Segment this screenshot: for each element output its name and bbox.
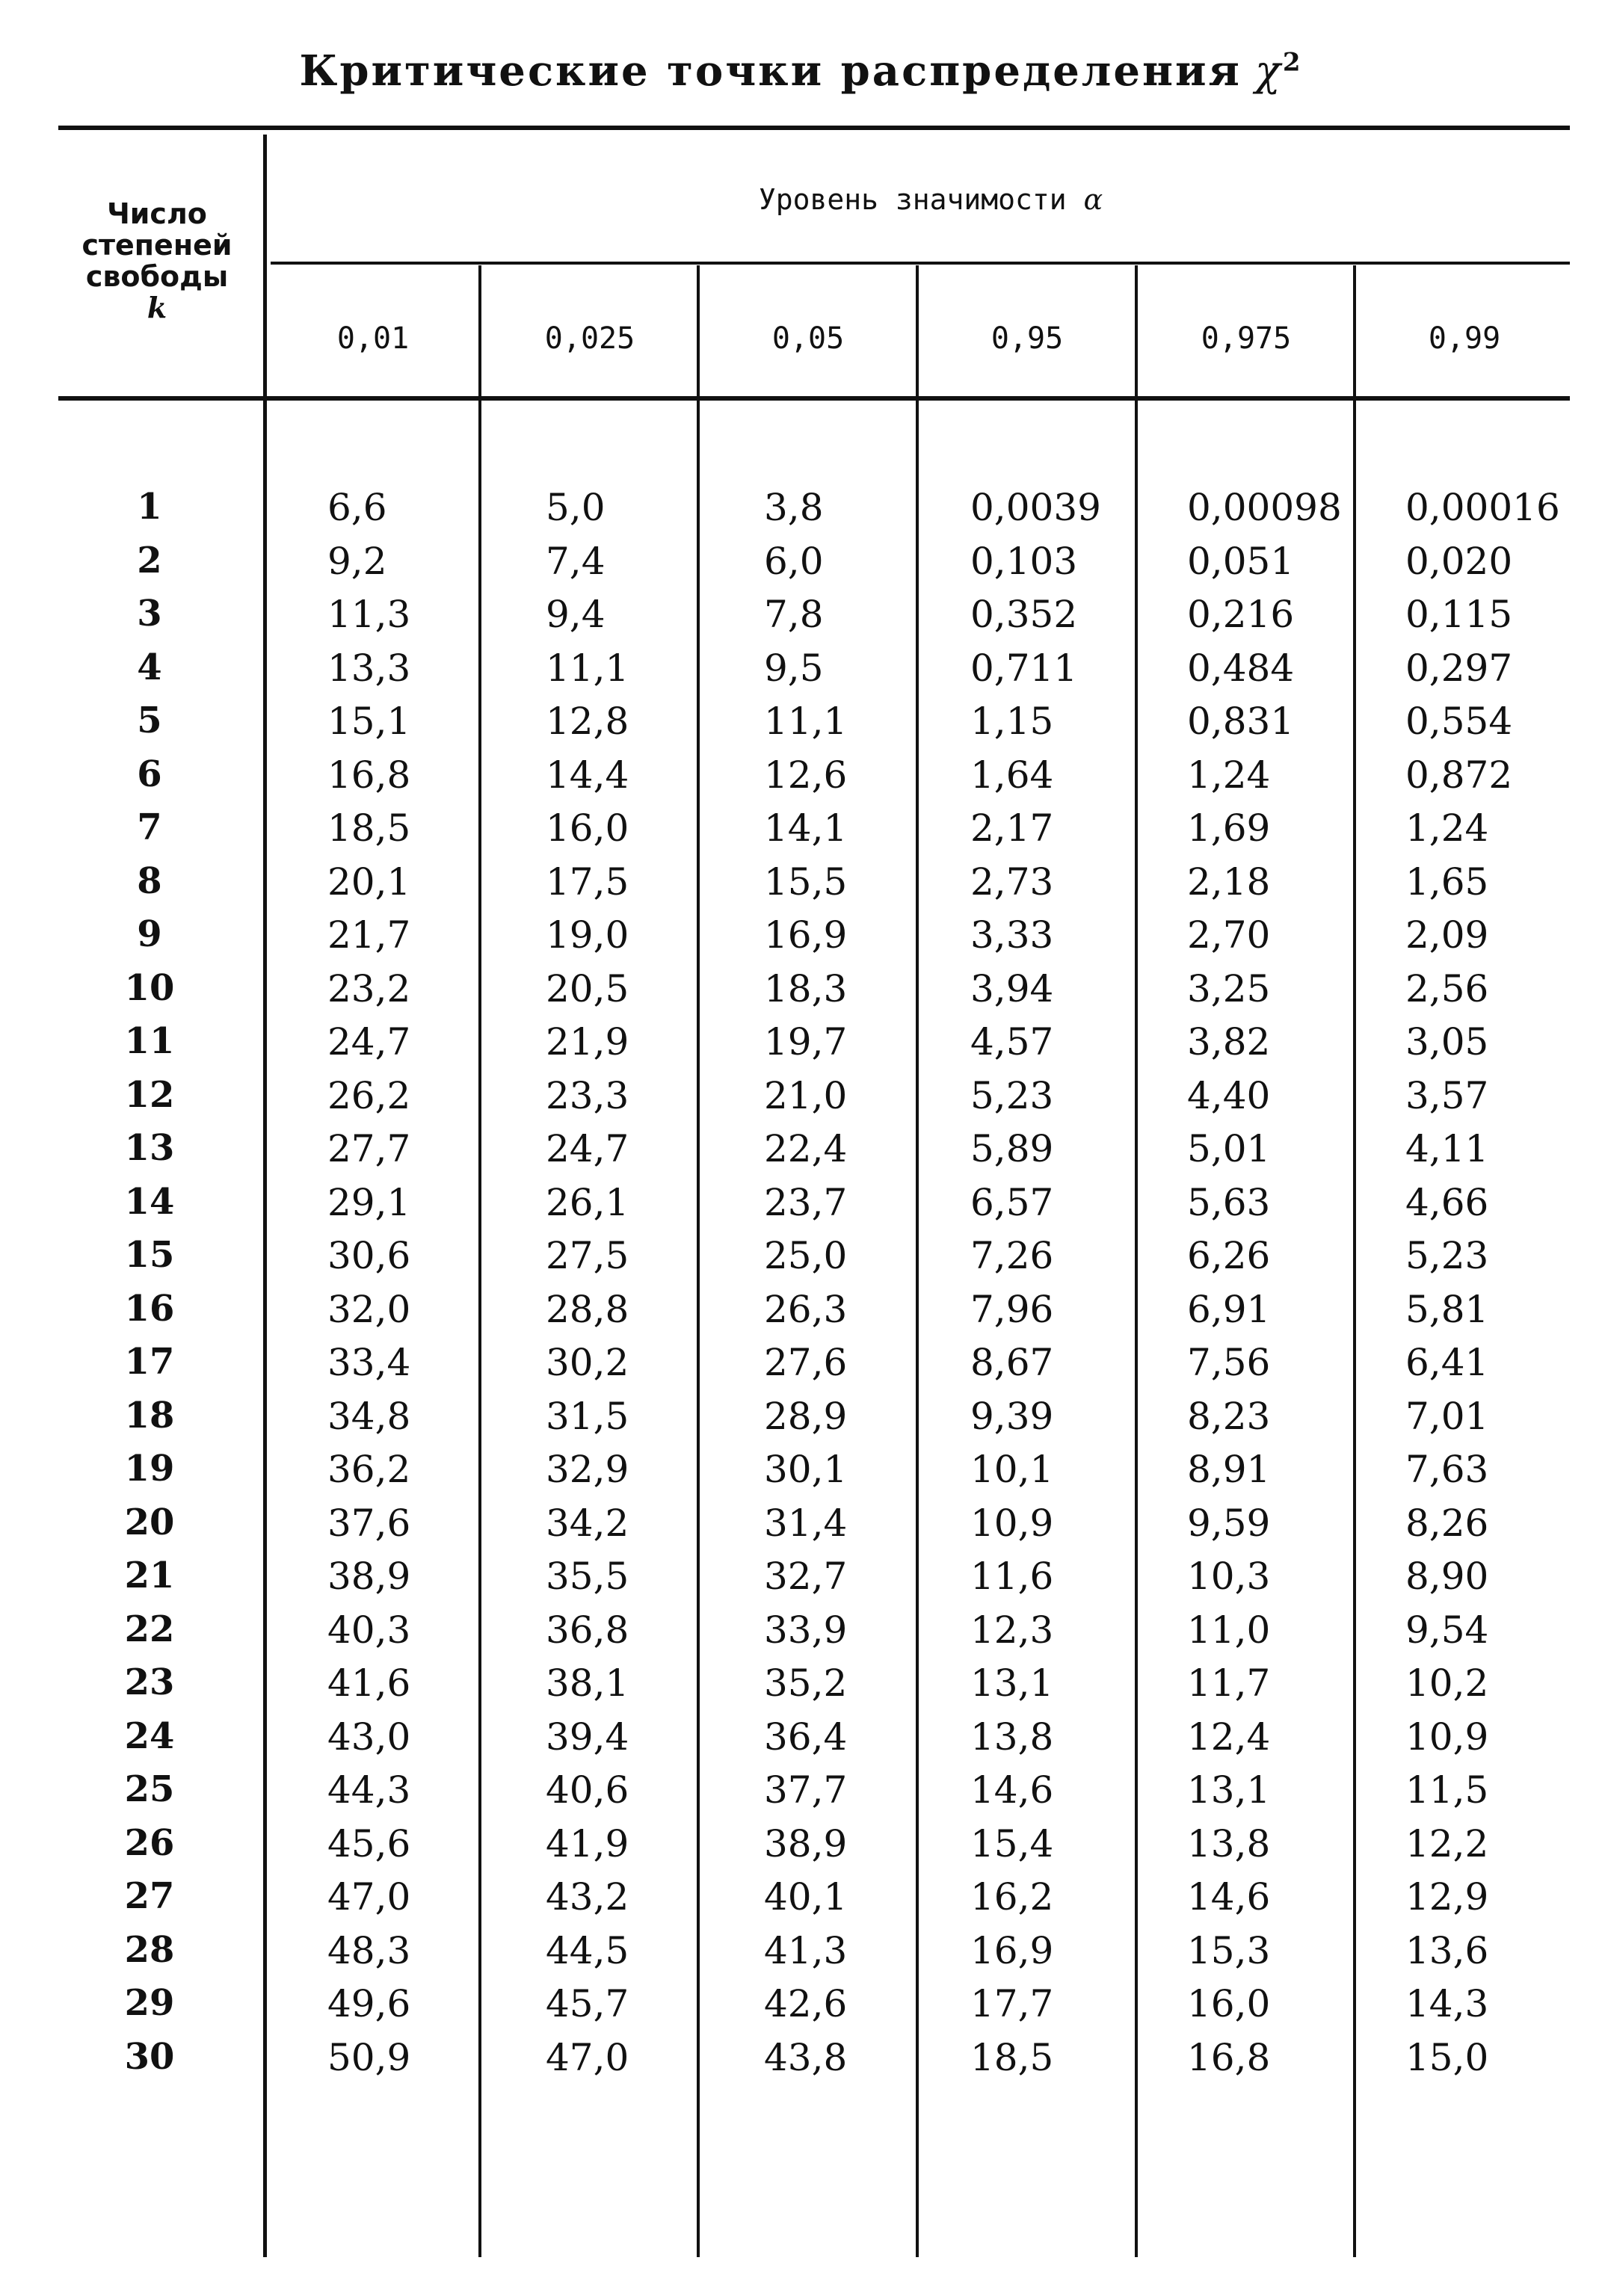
critical-value-cell: 38,9: [327, 1555, 411, 1598]
critical-value-cell: 0,711: [970, 646, 1078, 690]
critical-value-cell: 2,17: [970, 806, 1054, 850]
chi-superscript: 2: [1282, 47, 1303, 78]
critical-value-cell: 22,4: [764, 1127, 848, 1170]
critical-value-cell: 6,26: [1187, 1234, 1271, 1277]
chi-symbol: χ: [1254, 47, 1283, 96]
critical-value-cell: 14,3: [1405, 1982, 1489, 2025]
critical-value-cell: 36,4: [764, 1715, 848, 1759]
critical-value-cell: 8,91: [1187, 1448, 1271, 1491]
critical-value-cell: 4,66: [1405, 1180, 1489, 1224]
critical-value-cell: 5,89: [970, 1127, 1054, 1170]
table-row: [0, 967, 1602, 1020]
critical-value-cell: 40,6: [546, 1768, 629, 1812]
critical-value-cell: 11,1: [764, 700, 848, 743]
critical-value-cell: 3,57: [1405, 1073, 1489, 1117]
critical-value-cell: 28,8: [546, 1287, 629, 1331]
table-row: [0, 700, 1602, 753]
critical-value-cell: 1,65: [1405, 860, 1489, 904]
critical-value-cell: 42,6: [764, 1982, 848, 2025]
table-row: [0, 1608, 1602, 1661]
table-row: [0, 1502, 1602, 1555]
critical-value-cell: 4,40: [1187, 1073, 1271, 1117]
degrees-of-freedom-cell: 10: [124, 966, 175, 1009]
alpha-symbol: α: [1083, 183, 1103, 216]
critical-value-cell: 21,0: [764, 1073, 848, 1117]
critical-value-cell: 7,4: [546, 539, 606, 583]
critical-value-cell: 11,0: [1187, 1608, 1271, 1652]
critical-value-cell: 7,8: [764, 593, 824, 636]
critical-value-cell: 2,70: [1187, 913, 1271, 957]
critical-value-cell: 27,6: [764, 1341, 848, 1384]
critical-value-cell: 30,1: [764, 1448, 848, 1491]
degrees-of-freedom-cell: 26: [124, 1821, 175, 1864]
critical-value-cell: 23,2: [327, 966, 411, 1010]
critical-value-cell: 38,1: [546, 1661, 629, 1705]
critical-value-cell: 0,554: [1405, 700, 1513, 743]
critical-value-cell: 10,3: [1187, 1555, 1271, 1598]
table-row: [0, 1875, 1602, 1928]
critical-value-cell: 17,7: [970, 1982, 1054, 2025]
critical-value-cell: 31,5: [546, 1394, 629, 1438]
critical-value-cell: 2,18: [1187, 860, 1271, 904]
alpha-level-header: 0,025: [544, 321, 635, 356]
critical-value-cell: 49,6: [327, 1982, 411, 2025]
degrees-of-freedom-cell: 14: [124, 1180, 175, 1223]
critical-value-cell: 3,94: [970, 966, 1054, 1010]
degrees-of-freedom-cell: 3: [137, 593, 162, 635]
critical-value-cell: 18,5: [970, 2035, 1054, 2079]
degrees-of-freedom-cell: 29: [124, 1982, 175, 2024]
critical-value-cell: 27,5: [546, 1234, 629, 1277]
critical-value-cell: 5,23: [1405, 1234, 1489, 1277]
critical-value-cell: 47,0: [546, 2035, 629, 2079]
degrees-of-freedom-cell: 30: [124, 2035, 175, 2078]
critical-value-cell: 9,5: [764, 646, 824, 690]
critical-value-cell: 8,23: [1187, 1394, 1271, 1438]
critical-value-cell: 38,9: [764, 1821, 848, 1866]
table-top-rule: [58, 126, 1570, 130]
critical-value-cell: 16,9: [970, 1928, 1054, 1972]
critical-value-cell: 35,2: [764, 1661, 848, 1705]
critical-value-cell: 5,81: [1405, 1287, 1489, 1331]
critical-value-cell: 23,7: [764, 1180, 848, 1224]
alpha-level-header: 0,95: [991, 321, 1064, 356]
table-row: [0, 860, 1602, 913]
critical-value-cell: 25,0: [764, 1234, 848, 1277]
critical-value-cell: 12,8: [546, 700, 629, 743]
critical-value-cell: 5,23: [970, 1073, 1054, 1117]
table-row: [0, 540, 1602, 593]
critical-value-cell: 13,8: [970, 1715, 1054, 1759]
critical-value-cell: 6,6: [327, 486, 387, 529]
critical-value-cell: 12,3: [970, 1608, 1054, 1652]
table-row: [0, 1395, 1602, 1448]
critical-value-cell: 31,4: [764, 1501, 848, 1545]
critical-value-cell: 13,1: [970, 1661, 1054, 1705]
critical-value-cell: 11,7: [1187, 1661, 1271, 1705]
critical-value-cell: 13,3: [327, 646, 411, 690]
critical-value-cell: 21,7: [327, 913, 411, 957]
critical-value-cell: 33,9: [764, 1608, 848, 1652]
critical-value-cell: 9,59: [1187, 1501, 1271, 1545]
table-row: [0, 1074, 1602, 1127]
critical-value-cell: 6,41: [1405, 1341, 1489, 1384]
critical-value-cell: 16,8: [1187, 2035, 1271, 2079]
alpha-header-rule: [271, 262, 1570, 265]
degrees-of-freedom-cell: 2: [137, 539, 162, 581]
alpha-level-header: 0,01: [336, 321, 410, 356]
critical-value-cell: 26,1: [546, 1180, 629, 1224]
table-row: [0, 646, 1602, 700]
k-header-line: Число: [107, 197, 207, 230]
alpha-level-header: 0,975: [1201, 321, 1292, 356]
critical-value-cell: 16,0: [1187, 1982, 1271, 2025]
critical-value-cell: 9,4: [546, 593, 606, 636]
critical-value-cell: 0,831: [1187, 700, 1295, 743]
critical-value-cell: 5,0: [546, 486, 606, 529]
degrees-of-freedom-cell: 16: [124, 1287, 175, 1330]
degrees-of-freedom-cell: 11: [124, 1020, 175, 1062]
alpha-level-header: 0,05: [771, 321, 845, 356]
critical-value-cell: 20,5: [546, 966, 629, 1010]
table-row: [0, 1768, 1602, 1821]
critical-value-cell: 0,216: [1187, 593, 1295, 636]
critical-value-cell: 0,484: [1187, 646, 1295, 690]
critical-value-cell: 5,63: [1187, 1180, 1271, 1224]
k-header-line: степеней: [81, 229, 232, 262]
critical-value-cell: 9,54: [1405, 1608, 1489, 1652]
critical-value-cell: 14,6: [1187, 1875, 1271, 1919]
critical-value-cell: 4,57: [970, 1020, 1054, 1064]
critical-value-cell: 14,6: [970, 1768, 1054, 1812]
critical-value-cell: 8,90: [1405, 1555, 1489, 1598]
table-row: [0, 1555, 1602, 1608]
critical-value-cell: 7,63: [1405, 1448, 1489, 1491]
critical-value-cell: 3,82: [1187, 1020, 1271, 1064]
critical-value-cell: 10,2: [1405, 1661, 1489, 1705]
critical-value-cell: 7,56: [1187, 1341, 1271, 1384]
critical-value-cell: 6,57: [970, 1180, 1054, 1224]
critical-value-cell: 0,103: [970, 539, 1078, 583]
page-title: [0, 46, 1602, 96]
critical-value-cell: 15,0: [1405, 2035, 1489, 2079]
critical-value-cell: 47,0: [327, 1875, 411, 1919]
critical-value-cell: 0,020: [1405, 539, 1513, 583]
critical-value-cell: 0,051: [1187, 539, 1295, 583]
critical-value-cell: 29,1: [327, 1180, 411, 1224]
table-row: [0, 1288, 1602, 1341]
degrees-of-freedom-cell: 27: [124, 1875, 175, 1917]
critical-value-cell: 10,9: [1405, 1715, 1489, 1759]
critical-value-cell: 28,9: [764, 1394, 848, 1438]
critical-value-cell: 33,4: [327, 1341, 411, 1384]
table-row: [0, 593, 1602, 646]
critical-value-cell: 34,8: [327, 1394, 411, 1438]
critical-value-cell: 8,26: [1405, 1501, 1489, 1545]
critical-value-cell: 1,24: [1405, 806, 1489, 850]
critical-value-cell: 3,05: [1405, 1020, 1489, 1064]
critical-value-cell: 19,7: [764, 1020, 848, 1064]
critical-value-cell: 13,6: [1405, 1928, 1489, 1972]
critical-value-cell: 3,25: [1187, 966, 1271, 1010]
degrees-of-freedom-cell: 12: [124, 1073, 175, 1116]
degrees-of-freedom-cell: 23: [124, 1661, 175, 1703]
critical-value-cell: 41,3: [764, 1928, 848, 1972]
critical-value-cell: 16,2: [970, 1875, 1054, 1919]
degrees-of-freedom-cell: 24: [124, 1715, 175, 1757]
critical-value-cell: 44,5: [546, 1928, 629, 1972]
critical-value-cell: 41,6: [327, 1661, 411, 1705]
critical-value-cell: 34,2: [546, 1501, 629, 1545]
critical-value-cell: 39,4: [546, 1715, 629, 1759]
table-row: [0, 1234, 1602, 1287]
critical-value-cell: 12,4: [1187, 1715, 1271, 1759]
critical-value-cell: 0,0039: [970, 486, 1101, 529]
critical-value-cell: 32,0: [327, 1287, 411, 1331]
critical-value-cell: 7,26: [970, 1234, 1054, 1277]
critical-value-cell: 18,5: [327, 806, 411, 850]
critical-value-cell: 1,24: [1187, 753, 1271, 797]
critical-value-cell: 17,5: [546, 860, 629, 904]
critical-value-cell: 8,67: [970, 1341, 1054, 1384]
table-row: [0, 1341, 1602, 1394]
degrees-of-freedom-cell: 19: [124, 1448, 175, 1490]
critical-value-cell: 1,69: [1187, 806, 1271, 850]
degrees-of-freedom-cell: 13: [124, 1127, 175, 1169]
table-row: [0, 1929, 1602, 1982]
critical-value-cell: 18,3: [764, 966, 848, 1010]
critical-value-cell: 40,3: [327, 1608, 411, 1652]
degrees-of-freedom-cell: 20: [124, 1501, 175, 1543]
table-row: [0, 1982, 1602, 2035]
critical-value-cell: 4,11: [1405, 1127, 1489, 1170]
critical-value-cell: 12,9: [1405, 1875, 1489, 1919]
degrees-of-freedom-cell: 18: [124, 1394, 175, 1436]
critical-value-cell: 15,5: [764, 860, 848, 904]
critical-value-cell: 15,1: [327, 700, 411, 743]
table-row: [0, 913, 1602, 966]
critical-value-cell: 30,2: [546, 1341, 629, 1384]
critical-value-cell: 36,2: [327, 1448, 411, 1491]
table-row: [0, 1715, 1602, 1768]
critical-value-cell: 37,7: [764, 1768, 848, 1812]
degrees-of-freedom-cell: 5: [137, 700, 162, 741]
critical-value-cell: 26,3: [764, 1287, 848, 1331]
critical-value-cell: 6,0: [764, 539, 824, 583]
critical-value-cell: 11,6: [970, 1555, 1054, 1598]
critical-value-cell: 23,3: [546, 1073, 629, 1117]
critical-value-cell: 11,5: [1405, 1768, 1489, 1812]
critical-value-cell: 43,2: [546, 1875, 629, 1919]
critical-value-cell: 13,8: [1187, 1821, 1271, 1866]
degrees-of-freedom-cell: 28: [124, 1928, 175, 1971]
critical-value-cell: 0,115: [1405, 593, 1513, 636]
critical-value-cell: 0,297: [1405, 646, 1513, 690]
degrees-of-freedom-cell: 15: [124, 1234, 175, 1276]
k-column-header: [45, 198, 269, 324]
degrees-of-freedom-cell: 7: [137, 806, 162, 848]
degrees-of-freedom-cell: 21: [124, 1555, 175, 1596]
critical-value-cell: 40,1: [764, 1875, 848, 1919]
critical-value-cell: 14,1: [764, 806, 848, 850]
critical-value-cell: 1,64: [970, 753, 1054, 797]
degrees-of-freedom-cell: 25: [124, 1768, 175, 1810]
title-text: Критические точки распределения: [299, 46, 1242, 96]
critical-value-cell: 41,9: [546, 1821, 629, 1866]
critical-value-cell: 24,7: [327, 1020, 411, 1064]
critical-value-cell: 11,3: [327, 593, 411, 636]
critical-value-cell: 43,8: [764, 2035, 848, 2079]
table-row: [0, 1127, 1602, 1180]
critical-value-cell: 35,5: [546, 1555, 629, 1598]
degrees-of-freedom-cell: 8: [137, 860, 162, 902]
critical-value-cell: 10,9: [970, 1501, 1054, 1545]
degrees-of-freedom-cell: 4: [137, 646, 162, 688]
critical-value-cell: 50,9: [327, 2035, 411, 2079]
critical-value-cell: 45,7: [546, 1982, 629, 2025]
critical-value-cell: 5,01: [1187, 1127, 1271, 1170]
degrees-of-freedom-cell: 9: [137, 913, 162, 955]
critical-value-cell: 30,6: [327, 1234, 411, 1277]
critical-value-cell: 43,0: [327, 1715, 411, 1759]
critical-value-cell: 19,0: [546, 913, 629, 957]
critical-value-cell: 21,9: [546, 1020, 629, 1064]
critical-value-cell: 0,352: [970, 593, 1078, 636]
critical-value-cell: 16,0: [546, 806, 629, 850]
degrees-of-freedom-cell: 22: [124, 1608, 175, 1650]
critical-value-cell: 3,8: [764, 486, 824, 529]
alpha-label: Уровень значимости: [758, 183, 1067, 216]
critical-value-cell: 7,96: [970, 1287, 1054, 1331]
critical-value-cell: 48,3: [327, 1928, 411, 1972]
critical-value-cell: 0,00016: [1405, 486, 1560, 529]
table-row: [0, 1448, 1602, 1501]
critical-value-cell: 16,8: [327, 753, 411, 797]
k-symbol: k: [147, 291, 167, 324]
critical-value-cell: 9,2: [327, 539, 387, 583]
critical-value-cell: 2,73: [970, 860, 1054, 904]
critical-value-cell: 12,6: [764, 753, 848, 797]
critical-value-cell: 0,872: [1405, 753, 1513, 797]
degrees-of-freedom-cell: 1: [137, 486, 162, 528]
critical-value-cell: 37,6: [327, 1501, 411, 1545]
critical-value-cell: 2,09: [1405, 913, 1489, 957]
alpha-level-header: 0,99: [1428, 321, 1501, 356]
critical-value-cell: 7,01: [1405, 1394, 1489, 1438]
critical-value-cell: 0,00098: [1187, 486, 1342, 529]
critical-value-cell: 20,1: [327, 860, 411, 904]
critical-value-cell: 15,3: [1187, 1928, 1271, 1972]
critical-value-cell: 12,2: [1405, 1821, 1489, 1866]
critical-value-cell: 16,9: [764, 913, 848, 957]
critical-value-cell: 15,4: [970, 1821, 1054, 1866]
critical-value-cell: 6,91: [1187, 1287, 1271, 1331]
critical-value-cell: 26,2: [327, 1073, 411, 1117]
degrees-of-freedom-cell: 6: [137, 753, 162, 795]
table-row: [0, 806, 1602, 860]
critical-value-cell: 11,1: [546, 646, 629, 690]
critical-value-cell: 1,15: [970, 700, 1054, 743]
critical-value-cell: 2,56: [1405, 966, 1489, 1010]
alpha-header: [265, 183, 1596, 216]
table-row: [0, 753, 1602, 806]
critical-value-cell: 36,8: [546, 1608, 629, 1652]
table-row: [0, 486, 1602, 539]
critical-value-cell: 13,1: [1187, 1768, 1271, 1812]
critical-value-cell: 24,7: [546, 1127, 629, 1170]
critical-value-cell: 45,6: [327, 1821, 411, 1866]
critical-value-cell: 32,7: [764, 1555, 848, 1598]
critical-value-cell: 32,9: [546, 1448, 629, 1491]
table-row: [0, 1661, 1602, 1715]
degrees-of-freedom-cell: 17: [124, 1341, 175, 1383]
critical-value-cell: 9,39: [970, 1394, 1054, 1438]
k-header-line: свободы: [85, 260, 229, 293]
header-bottom-rule: [58, 396, 1570, 401]
critical-value-cell: 14,4: [546, 753, 629, 797]
critical-value-cell: 44,3: [327, 1768, 411, 1812]
critical-value-cell: 27,7: [327, 1127, 411, 1170]
table-row: [0, 1181, 1602, 1234]
table-row: [0, 2036, 1602, 2089]
critical-value-cell: 3,33: [970, 913, 1054, 957]
table-row: [0, 1020, 1602, 1073]
critical-value-cell: 10,1: [970, 1448, 1054, 1491]
table-row: [0, 1822, 1602, 1875]
